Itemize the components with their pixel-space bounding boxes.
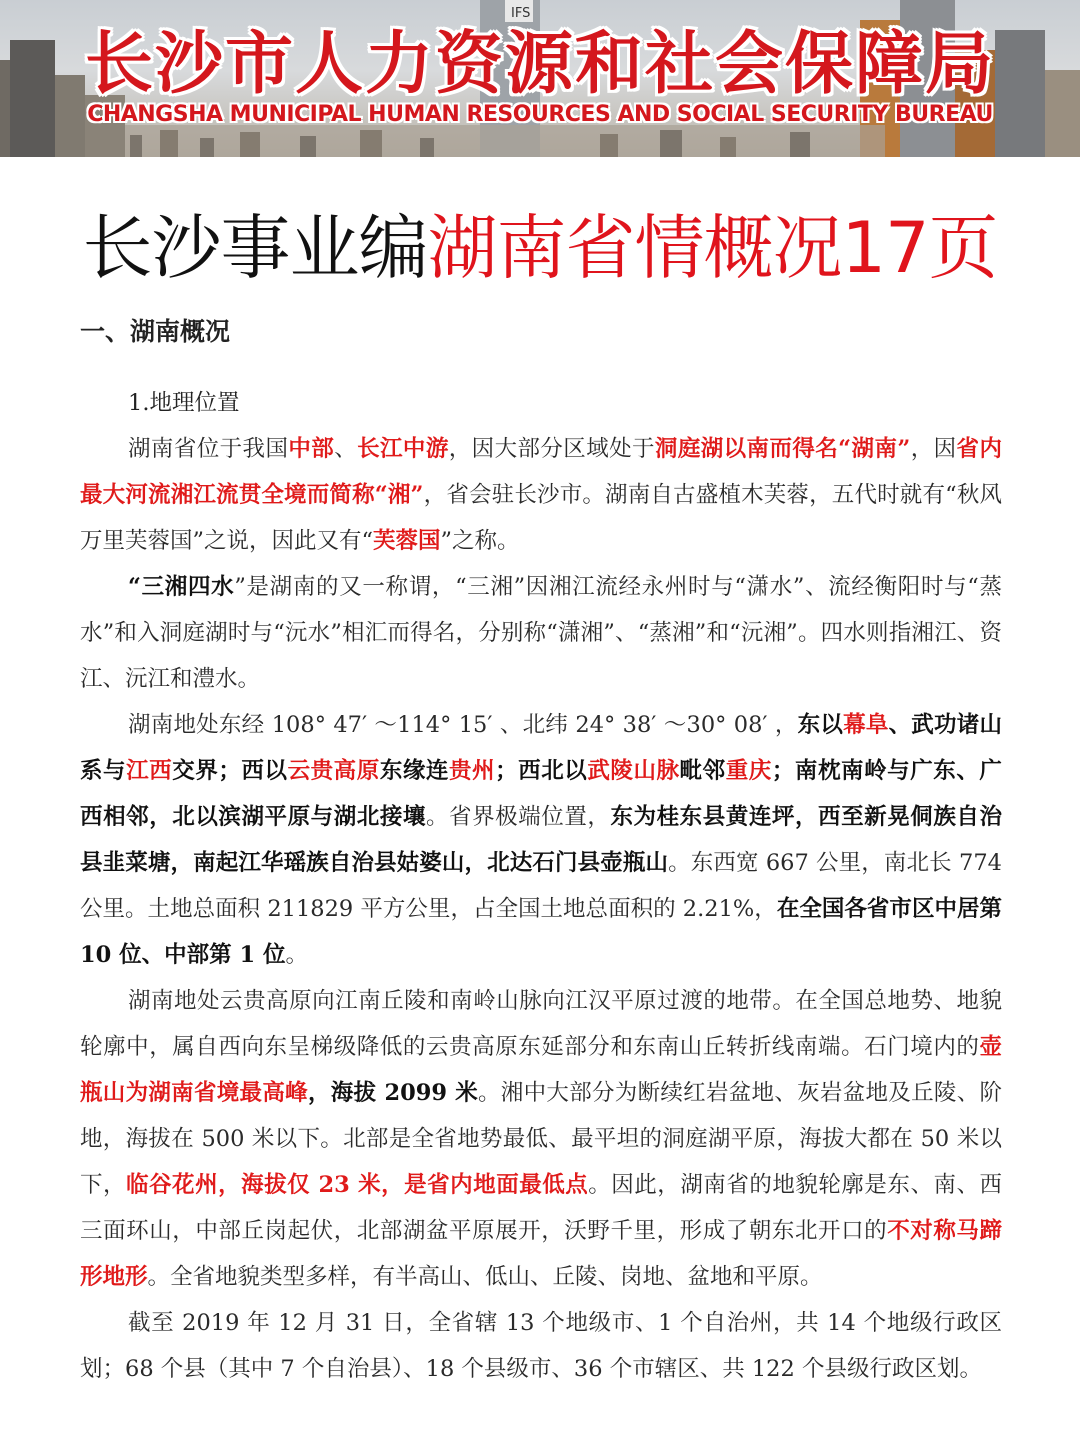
text-span: 。省界极端位置， [425, 804, 611, 830]
bold-text: “三湘四水 [128, 574, 235, 600]
highlight: 临谷花州，海拔仅 23 米，是省内地面最低点 [126, 1172, 589, 1198]
highlight: 不对称马蹄形地形 [80, 1218, 1002, 1290]
section-heading: 一、湖南概况 [80, 317, 231, 346]
text-span: 。因此，湖南省的地貌轮廓是东、南、西三面环山，中部丘岗起伏，北部湖盆平原展开，沃野千里，形成了朝东北开口的 [80, 1172, 1002, 1244]
bold-text: 、武功诸山系与 [80, 712, 1002, 784]
text-span: 湖南地处东经 108° 47′ ～114° 15′ 、北纬 24° 38′ ～30° 08′ ， [128, 712, 798, 738]
text-span: ”是湖南的又一称谓，“三湘”因湘江流经永州时与“潇水”、流经衡阳时与“蒸水”和入洞庭湖时与“沅水”相汇而得名，分别称“潇湘”、“蒸湘”和“沅湘”。四水则指湘江、资江、沅江和澧水。 [80, 574, 1002, 692]
text-span: ，因大部分区域处于 [448, 436, 655, 462]
header-banner [0, 0, 1080, 157]
bureau-english-name: CHANGSHA MUNICIPAL HUMAN RESOURCES AND SOCIAL SECURITY BUREAU [87, 102, 993, 127]
highlight: 芙蓉国 [373, 528, 441, 554]
highlight: 武陵山脉 [587, 758, 680, 784]
sub-heading: 1.地理位置 [128, 390, 240, 416]
ifs-sign: IFS [511, 6, 531, 21]
bureau-name: 长沙市人力资源和社会保障局 [84, 25, 995, 104]
paragraph-divisions [80, 1300, 1002, 1392]
highlight: 江西 [126, 758, 173, 784]
bold-text: ；西北以 [495, 758, 588, 784]
bold-text: 东为桂东县黄连坪，西至新晃侗族自治县韭菜塘，南起江华瑶族自治县姑婆山，北达石门县壶瓶山 [80, 804, 1002, 876]
bold-text: 东缘连 [379, 758, 449, 784]
bold-text: 东以 [797, 712, 844, 738]
text-span: 。湘中大部分为断续红岩盆地、灰岩盆地及丘陵、阶地，海拔在 500 米以下。北部是全省地势最低、最平坦的洞庭湖平原，海拔大都在 50 米以下， [80, 1080, 1002, 1198]
highlight: 壶瓶山为湖南省境最高峰 [80, 1034, 1002, 1106]
text-span: 湖南地处云贵高原向江南丘陵和南岭山脉向江汉平原过渡的地带。在全国总地势、地貌轮廓中，属自西向东呈梯级降低的云贵高原东延部分和东南山丘转折线南端。石门境内的 [80, 988, 1002, 1060]
text-span: ”之称。 [440, 528, 520, 554]
highlight: 重庆 [725, 758, 772, 784]
bold-text: 毗邻 [679, 758, 726, 784]
text-span: 湖南省位于我国 [128, 436, 289, 462]
text-span: 。全省地貌类型多样，有半高山、低山、丘陵、岗地、盆地和平原。 [147, 1264, 823, 1290]
text-span: ，省会驻长沙市。湖南自古盛植木芙蓉，五代时就有“秋风万里芙蓉国”之说，因此又有“ [80, 482, 1002, 554]
highlight: 省内最大河流湘江流贯全境而简称“湘” [80, 436, 1002, 508]
page-title [0, 203, 1080, 293]
article-body [80, 380, 1002, 1392]
text-span: 。东西宽 667 公里，南北长 774 公里。土地总面积 211829 平方公里，占全国土地总面积的 2.21%， [80, 850, 1002, 922]
text-span: 、 [334, 436, 358, 462]
highlight: 洞庭湖以南而得名“湖南” [654, 436, 911, 462]
paragraph-terrain [80, 978, 1002, 1300]
paragraph-sanxiang-sishui [80, 564, 1002, 702]
highlight: 中部 [288, 436, 335, 462]
bold-text: ；南枕南岭与广东、广西相邻，北以滨湖平原与湖北接壤 [80, 758, 1002, 830]
title-red-part: 湖南省情概况17页 [427, 207, 998, 289]
highlight: 贵州 [449, 758, 496, 784]
bold-text: 在全国各省市区中居第 10 位、中部第 1 位 [80, 896, 1002, 968]
highlight: 长江中游 [357, 436, 449, 462]
title-black-part: 长沙事业编 [82, 207, 428, 289]
highlight: 幕阜 [843, 712, 889, 738]
text-span: ，因 [910, 436, 957, 462]
paragraph-boundaries [80, 702, 1002, 978]
bold-text: 交界；西以 [172, 758, 288, 784]
highlight: 云贵高原 [287, 758, 380, 784]
text-span: 。 [285, 942, 308, 968]
text-span: 截至 2019 年 12 月 31 日，全省辖 13 个地级市、1 个自治州，共 14 个地级行政区划；68 个县（其中 7 个自治县）、18 个县级市、36 个市辖区、共 122 个县级行政区划。 [80, 1310, 1002, 1382]
paragraph-location [80, 426, 1002, 564]
bold-text: ，海拔 2099 米 [307, 1080, 479, 1106]
